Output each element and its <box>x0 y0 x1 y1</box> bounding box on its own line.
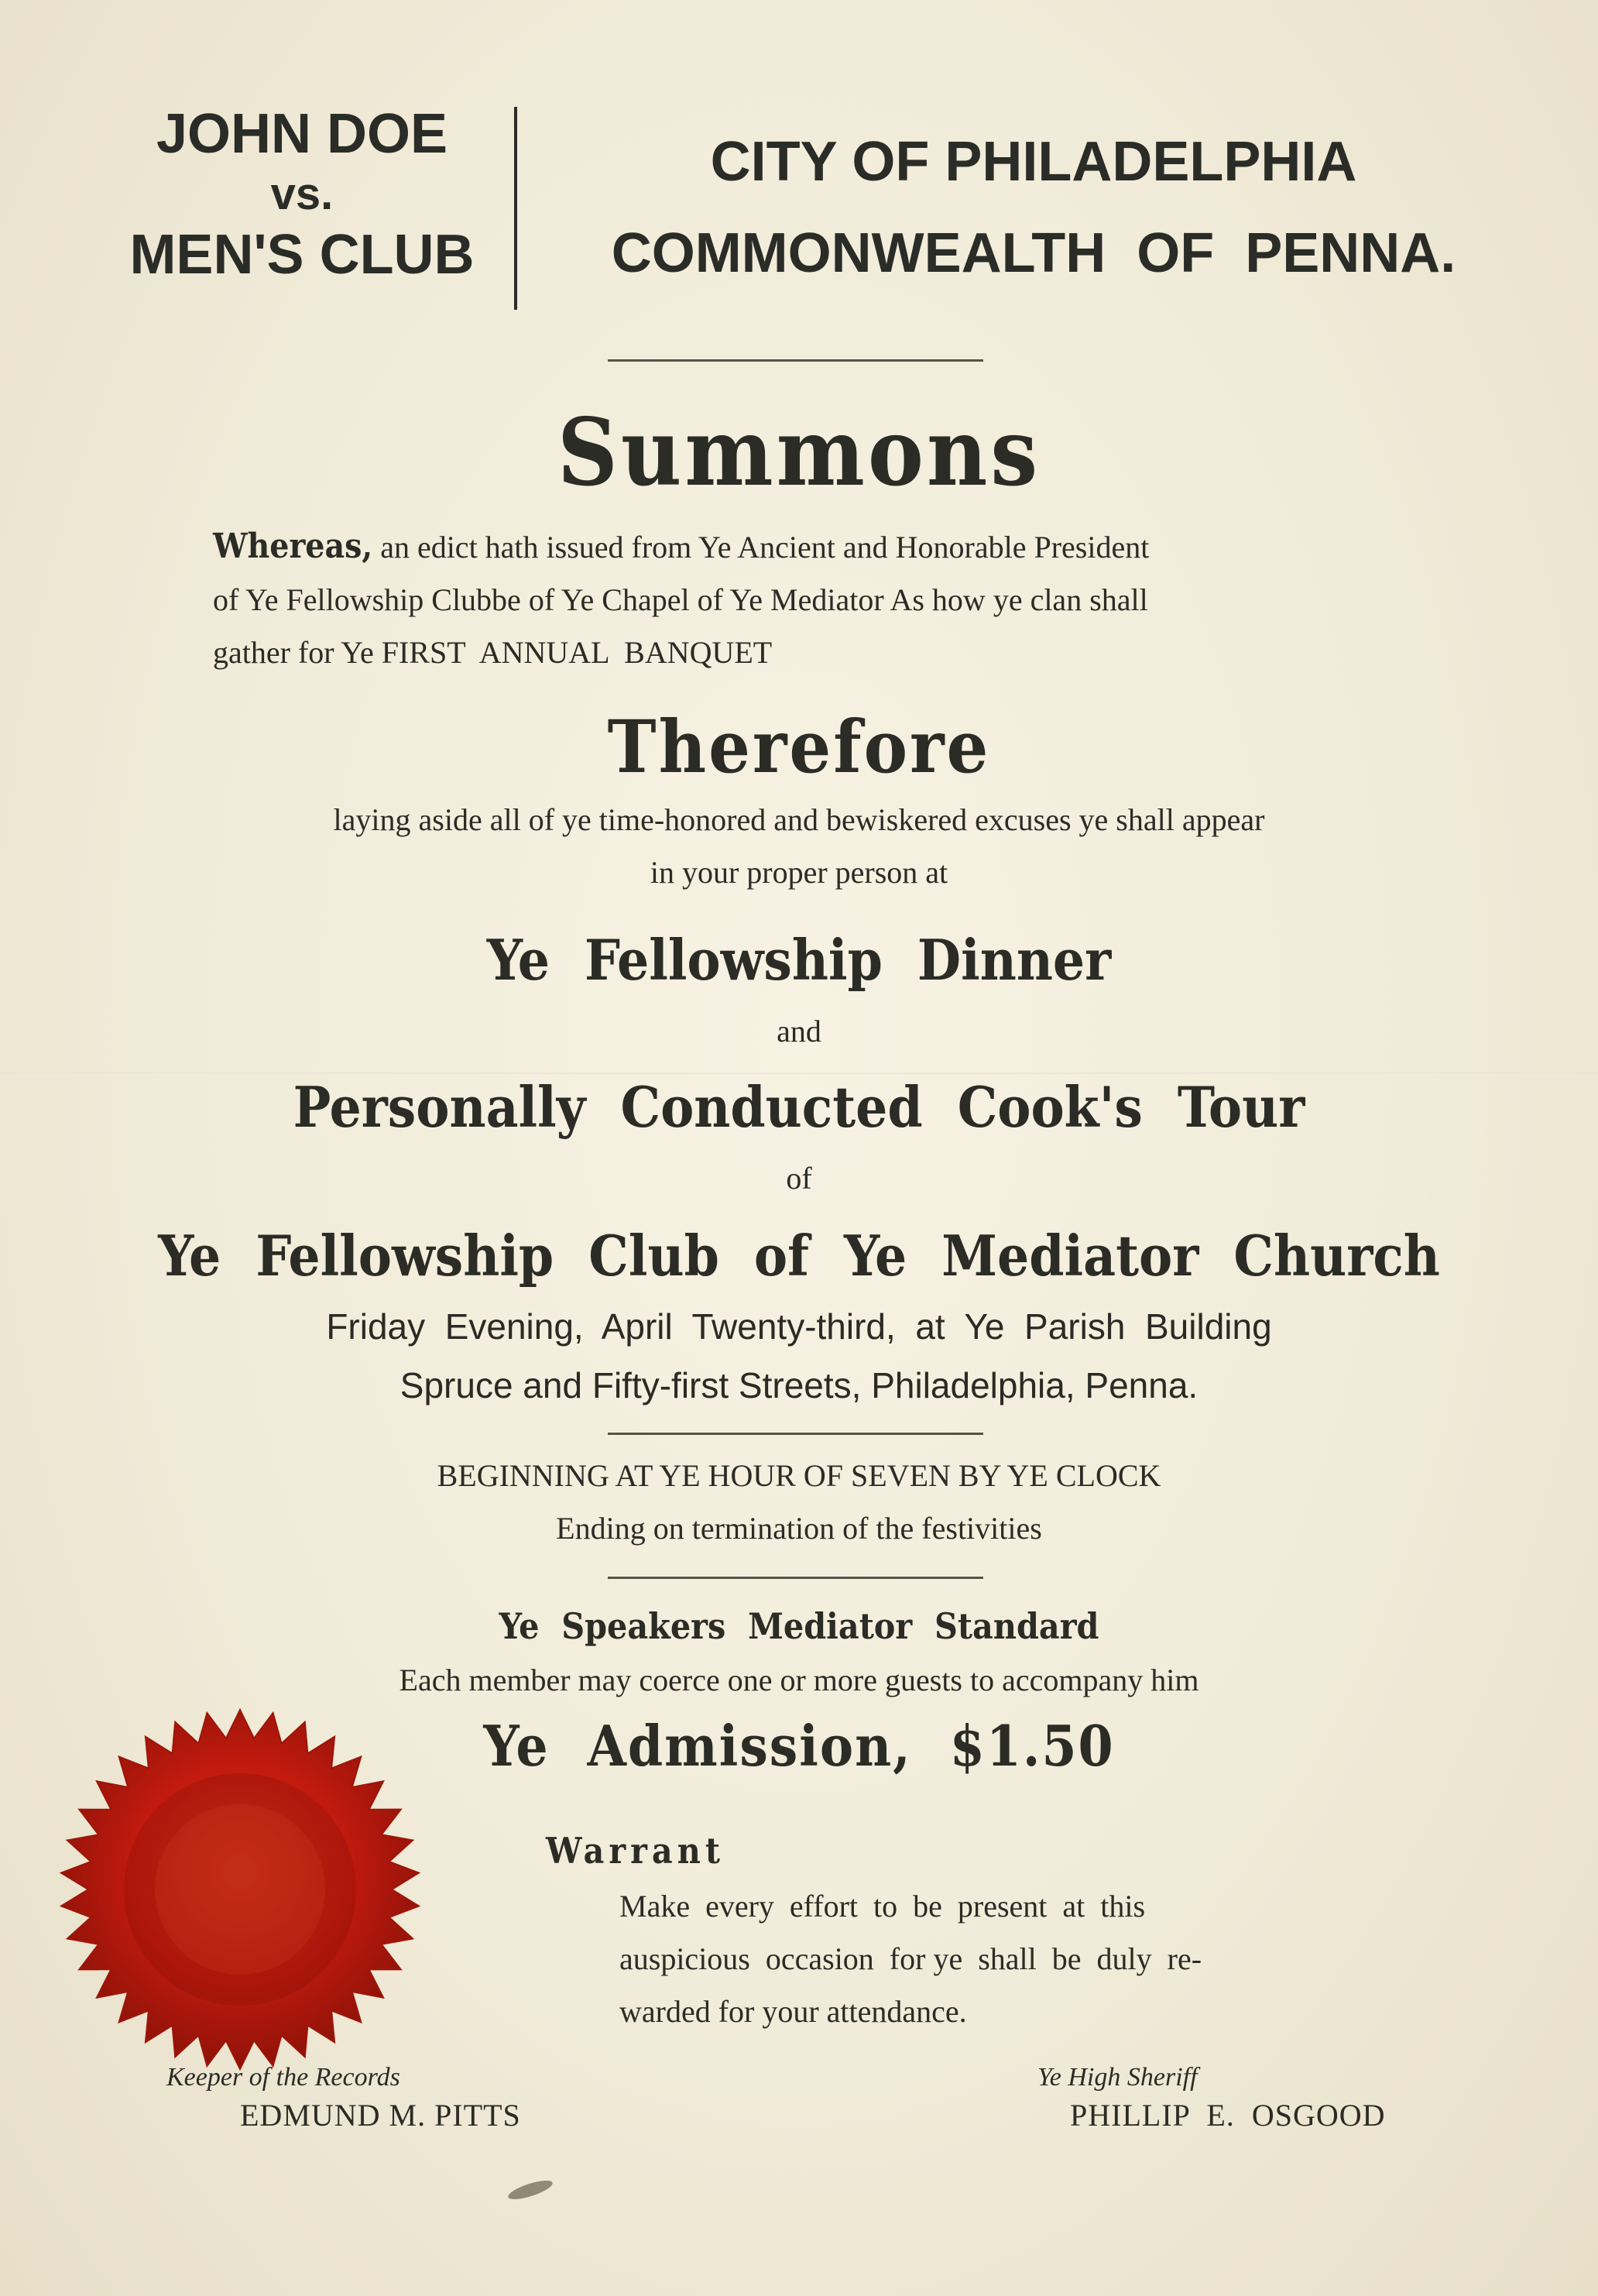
club-heading: Ye Fellowship Club of Ye Mediator Church <box>158 1223 1440 1289</box>
time-rule <box>608 1577 983 1579</box>
ink-stain <box>506 2177 554 2203</box>
sheriff-name: PHILLIP E. OSGOOD <box>1070 2098 1386 2133</box>
document-title: Summons <box>557 398 1041 507</box>
warrant-paragraph <box>619 1880 1394 2038</box>
whereas-line-1: an edict hath issued from Ye Ancient and Honorable President <box>380 530 1150 565</box>
versus-label: vs. <box>270 169 334 219</box>
wax-seal <box>54 1704 426 2075</box>
dinner-heading: Ye Fellowship Dinner <box>486 927 1112 993</box>
defendant-name: MEN'S CLUB <box>129 224 475 286</box>
time-block <box>0 1450 1598 1555</box>
case-caption <box>93 101 511 288</box>
tour-heading: Personally Conducted Cook's Tour <box>293 1074 1305 1140</box>
commonwealth-name: COMMONWEALTH OF PENNA. <box>611 222 1456 284</box>
whereas-lead: Whereas, <box>213 527 373 566</box>
jurisdiction <box>542 116 1525 299</box>
admission-line: Ye Admission, $1.50 <box>483 1713 1115 1779</box>
keeper-role: Keeper of the Records <box>166 2063 400 2092</box>
standard-heading: Ye Speakers Mediator Standard <box>499 1605 1099 1647</box>
warrant-heading: Warrant <box>546 1830 725 1872</box>
therefore-paragraph <box>0 794 1598 899</box>
warrant-line-3: warded for your attendance. <box>619 1994 967 2029</box>
therefore-line-2: in your proper person at <box>650 855 948 890</box>
event-place-line: Spruce and Fifty-first Streets, Philadelphia, Penna. <box>400 1365 1198 1405</box>
of-connector: of <box>786 1161 812 1196</box>
begin-time: BEGINNING AT YE HOUR OF SEVEN BY YE CLOCK <box>437 1458 1161 1493</box>
header-rule <box>608 359 983 362</box>
whereas-line-2: of Ye Fellowship Clubbe of Ye Chapel of Ye Mediator As how ye clan shall <box>213 582 1148 617</box>
event-rule <box>608 1433 983 1435</box>
and-connector: and <box>777 1014 821 1048</box>
therefore-line-1: laying aside all of ye time-honored and bewiskered excuses ye shall appear <box>333 802 1265 837</box>
end-time: Ending on termination of the festivities <box>556 1511 1042 1546</box>
whereas-paragraph <box>213 520 1421 679</box>
plaintiff-name: JOHN DOE <box>156 103 448 165</box>
warrant-line-1: Make every effort to be present at this <box>619 1889 1146 1924</box>
city-name: CITY OF PHILADELPHIA <box>710 131 1357 193</box>
keeper-name: EDMUND M. PITTS <box>240 2098 521 2133</box>
warrant-line-2: auspicious occasion for ye shall be duly re- <box>619 1941 1202 1976</box>
caption-divider <box>514 107 517 310</box>
guests-line: Each member may coerce one or more guests to accompany him <box>399 1663 1199 1697</box>
event-date-line: Friday Evening, April Twenty-third, at Ye Parish Building <box>326 1306 1272 1347</box>
sheriff-role: Ye High Sheriff <box>1037 2063 1198 2092</box>
whereas-line-3: gather for Ye FIRST ANNUAL BANQUET <box>213 635 773 670</box>
therefore-heading: Therefore <box>607 705 991 790</box>
event-location <box>0 1297 1598 1415</box>
